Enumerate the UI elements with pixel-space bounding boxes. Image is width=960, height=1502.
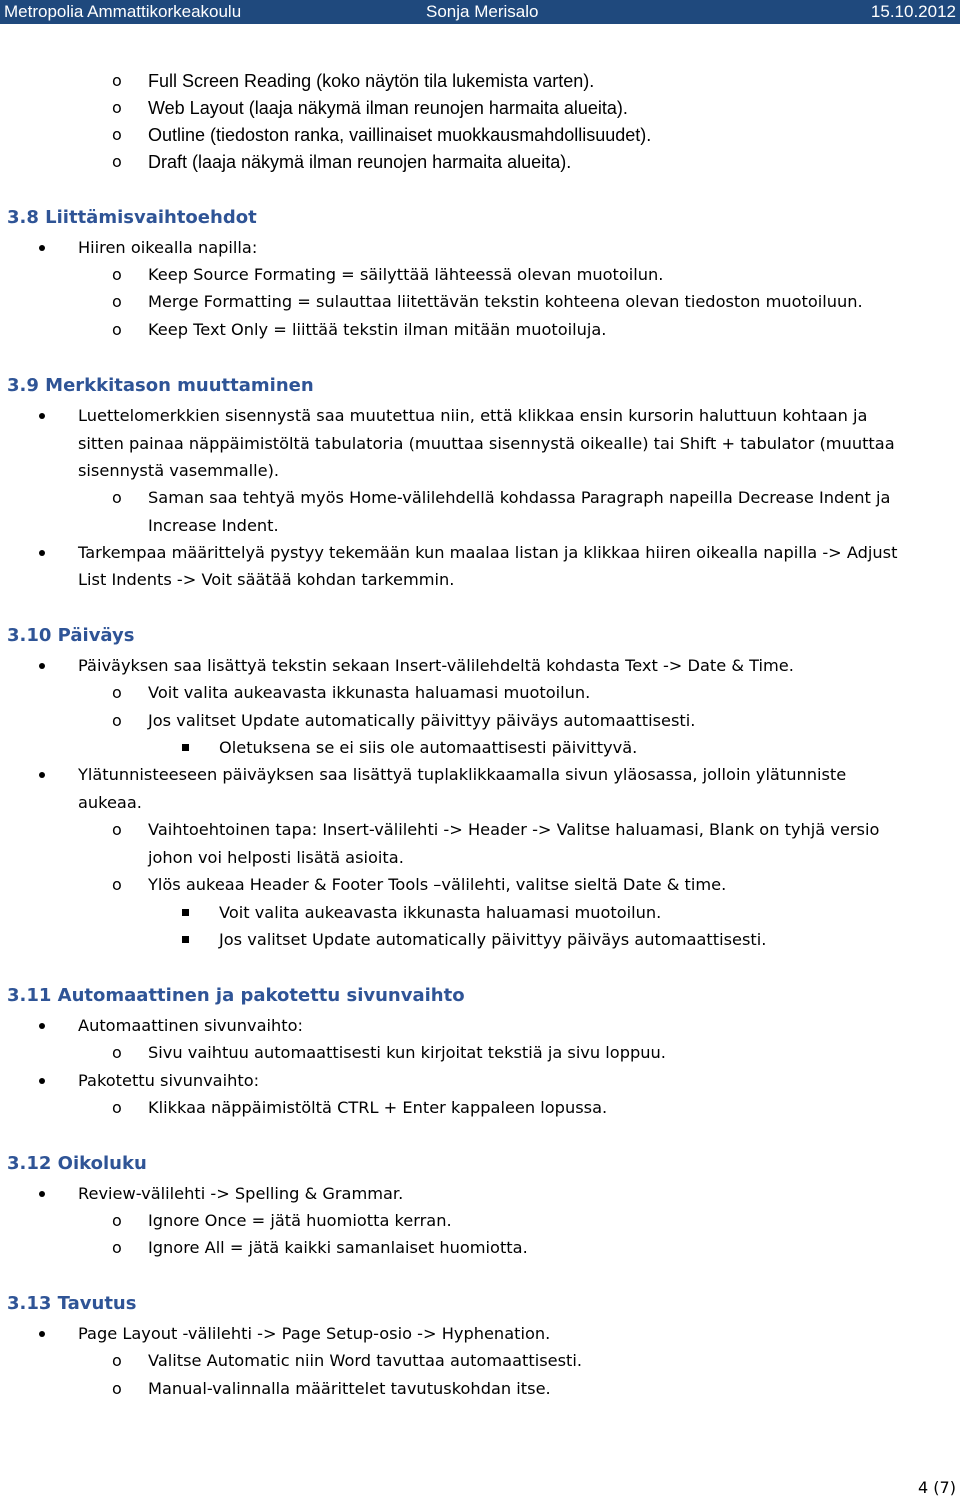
- header-institution: Metropolia Ammattikorkeakoulu: [4, 2, 242, 21]
- page-header: [0, 0, 960, 24]
- list-item-continued: sitten painaa näppäimistöltä tabulatoria (muuttaa sisennystä oikealle) tai Shift + tabulator (muuttaa: [78, 434, 895, 453]
- bullet-marker: [39, 772, 45, 778]
- sub-bullet-marker: o: [112, 1098, 122, 1117]
- bullet-marker: [39, 245, 45, 251]
- list-item: Merge Formatting = sulauttaa liitettävän tekstin kohteena olevan tiedoston muotoiluun.: [148, 292, 863, 311]
- page-number: 4 (7): [918, 1478, 956, 1497]
- bullet-marker: [39, 663, 45, 669]
- bullet-marker: [39, 550, 45, 556]
- sub-bullet-marker: o: [112, 292, 122, 311]
- bullet-marker: [39, 1078, 45, 1084]
- list-item: Voit valita aukeavasta ikkunasta haluamasi muotoilun.: [219, 903, 662, 922]
- bullet-marker: [39, 413, 45, 419]
- list-item: Outline (tiedoston ranka, vaillinaiset muokkausmahdollisuudet).: [148, 125, 652, 145]
- sub-bullet-marker: o: [112, 265, 122, 284]
- list-item: Jos valitset Update automatically päivittyy päiväys automaattisesti.: [148, 711, 696, 730]
- list-item: Review-välilehti -> Spelling & Grammar.: [78, 1184, 404, 1203]
- sub-bullet-marker: o: [112, 1043, 122, 1062]
- bullet-marker: [39, 1191, 45, 1197]
- list-item: Ignore All = jätä kaikki samanlaiset huomiotta.: [148, 1238, 528, 1257]
- bullet-marker: [39, 1023, 45, 1029]
- list-item: Klikkaa näppäimistöltä CTRL + Enter kappaleen lopussa.: [148, 1098, 608, 1117]
- sub-bullet-marker: o: [112, 1379, 122, 1398]
- sub-bullet-marker: o: [112, 711, 122, 730]
- sub-bullet-marker: o: [112, 1211, 122, 1230]
- section-heading-3-8: 3.8 Liittämisvaihtoehdot: [7, 207, 257, 228]
- bullet-marker: [39, 1331, 45, 1337]
- list-item: Tarkempaa määrittelyä pystyy tekemään kun maalaa listan ja klikkaa hiiren oikealla napilla -> Adjust: [78, 543, 898, 562]
- sub-bullet-marker: o: [112, 1351, 122, 1370]
- section-heading-3-13: 3.13 Tavutus: [7, 1293, 137, 1314]
- list-item: Hiiren oikealla napilla:: [78, 238, 258, 257]
- sub-bullet-marker: o: [112, 71, 122, 90]
- list-item-continued: Increase Indent.: [148, 516, 279, 535]
- list-item-continued: List Indents -> Voit säätää kohdan tarkemmin.: [78, 570, 455, 589]
- section-heading-3-11: 3.11 Automaattinen ja pakotettu sivunvaihto: [7, 985, 465, 1006]
- square-bullet-marker: [182, 744, 189, 751]
- list-item: Pakotettu sivunvaihto:: [78, 1071, 260, 1090]
- header-author: Sonja Merisalo: [426, 2, 539, 21]
- list-item: Page Layout -välilehti -> Page Setup-osio -> Hyphenation.: [78, 1324, 551, 1343]
- section-heading-3-9: 3.9 Merkkitason muuttaminen: [7, 375, 314, 396]
- sub-bullet-marker: o: [112, 683, 122, 702]
- list-item: Full Screen Reading (koko näytön tila lukemista varten).: [148, 71, 595, 91]
- sub-bullet-marker: o: [112, 320, 122, 339]
- sub-bullet-marker: o: [112, 488, 122, 507]
- header-date: 15.10.2012: [870, 2, 956, 21]
- list-item: Saman saa tehtyä myös Home-välilehdellä kohdassa Paragraph napeilla Decrease Indent ja: [148, 488, 891, 507]
- list-item: Valitse Automatic niin Word tavuttaa automaattisesti.: [148, 1351, 583, 1370]
- list-item: Oletuksena se ei siis ole automaattisesti päivittyvä.: [219, 738, 638, 757]
- sub-bullet-marker: o: [112, 820, 122, 839]
- list-item: Jos valitset Update automatically päivittyy päiväys automaattisesti.: [219, 930, 767, 949]
- list-item: Sivu vaihtuu automaattisesti kun kirjoitat tekstiä ja sivu loppuu.: [148, 1043, 666, 1062]
- list-item-continued: aukeaa.: [78, 793, 142, 812]
- list-item: Draft (laaja näkymä ilman reunojen harmaita alueita).: [148, 152, 572, 172]
- sub-bullet-marker: o: [112, 125, 122, 144]
- list-item: Manual-valinnalla määrittelet tavutuskohdan itse.: [148, 1379, 551, 1398]
- list-item-continued: johon voi helposti lisätä asioita.: [148, 848, 404, 867]
- section-heading-3-10: 3.10 Päiväys: [7, 625, 135, 646]
- section-heading-3-12: 3.12 Oikoluku: [7, 1153, 147, 1174]
- square-bullet-marker: [182, 909, 189, 916]
- list-item: Ignore Once = jätä huomiotta kerran.: [148, 1211, 452, 1230]
- sub-bullet-marker: o: [112, 152, 122, 171]
- sub-bullet-marker: o: [112, 98, 122, 117]
- sub-bullet-marker: o: [112, 1238, 122, 1257]
- sub-bullet-marker: o: [112, 875, 122, 894]
- list-item: Ylös aukeaa Header & Footer Tools –välilehti, valitse sieltä Date & time.: [148, 875, 727, 894]
- list-item: Päiväyksen saa lisättyä tekstin sekaan Insert-välilehdeltä kohdasta Text -> Date & Time.: [78, 656, 794, 675]
- list-item: Keep Text Only = liittää tekstin ilman mitään muotoiluja.: [148, 320, 607, 339]
- list-item: Voit valita aukeavasta ikkunasta haluamasi muotoilun.: [148, 683, 591, 702]
- list-item: Web Layout (laaja näkymä ilman reunojen harmaita alueita).: [148, 98, 628, 118]
- list-item: Luettelomerkkien sisennystä saa muutettua niin, että klikkaa ensin kursorin haluttuun kohtaan ja: [78, 406, 868, 425]
- list-item: Keep Source Formating = säilyttää lähteessä olevan muotoilun.: [148, 265, 664, 284]
- square-bullet-marker: [182, 936, 189, 943]
- list-item: Ylätunnisteeseen päiväyksen saa lisättyä tuplaklikkaamalla sivun yläosassa, jolloin ylätunniste: [78, 765, 847, 784]
- list-item-continued: sisennystä vasemmalle).: [78, 461, 280, 480]
- list-item: Vaihtoehtoinen tapa: Insert-välilehti -> Header -> Valitse haluamasi, Blank on tyhjä versio: [148, 820, 880, 839]
- list-item: Automaattinen sivunvaihto:: [78, 1016, 303, 1035]
